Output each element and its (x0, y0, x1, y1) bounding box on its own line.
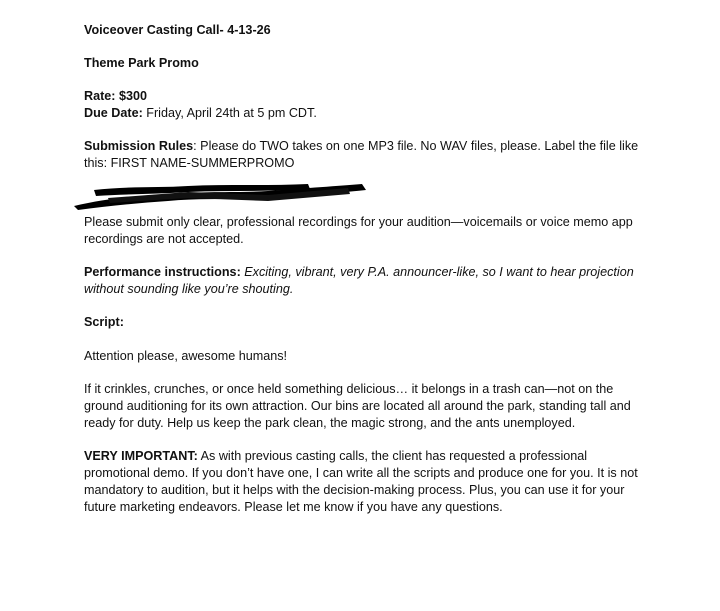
performance-instructions (84, 264, 644, 298)
script-label: Script: (84, 315, 124, 329)
rate-value: $300 (119, 89, 148, 103)
due-date-value: Friday, April 24th at 5 pm CDT. (146, 106, 317, 120)
very-important (84, 448, 644, 516)
submission-rules-text: : Please do TWO takes on one MP3 file. No WAV files, please. Label the file like this: FIRST NAME-SUMMERPROMO (84, 139, 639, 170)
redaction-mark (84, 176, 644, 214)
performance-text: Exciting, vibrant, very P.A. announcer-like, so I want to hear projection without sounding like you’re shouting. (84, 265, 634, 296)
rate-line (84, 88, 644, 105)
document-body (84, 22, 644, 516)
submit-note: Please submit only clear, professional recordings for your audition—voicemails or voice memo app recordings are not accepted. (84, 215, 633, 246)
very-important-text: As with previous casting calls, the client has requested a professional promotional demo. If you don’t have one, I can write all the scripts and produce one for you. It is not mandatory to audition, but it helps with the decision-making process. Plus, you can use it for your future marketing endeavors. Please let me know if you have any questions. (84, 449, 638, 514)
due-date-label: Due Date: (84, 106, 143, 120)
performance-label: Performance instructions: (84, 265, 241, 279)
due-date-line (84, 105, 644, 122)
script-paragraph: If it crinkles, crunches, or once held something delicious… it belongs in a trash can—not on the ground auditioning for its own attraction. Our bins are located all around the park, standing tall and ready for duty. Help us keep the park clean, the magic strong, and the ants unemployed. (84, 382, 631, 430)
document-subtitle: Theme Park Promo (84, 56, 199, 70)
very-important-label: VERY IMPORTANT: (84, 449, 198, 463)
submission-rules (84, 138, 644, 172)
submission-rules-label: Submission Rules (84, 139, 194, 153)
document-title: Voiceover Casting Call- 4-13-26 (84, 23, 271, 37)
rate-label: Rate: (84, 89, 116, 103)
script-line-1: Attention please, awesome humans! (84, 349, 288, 363)
